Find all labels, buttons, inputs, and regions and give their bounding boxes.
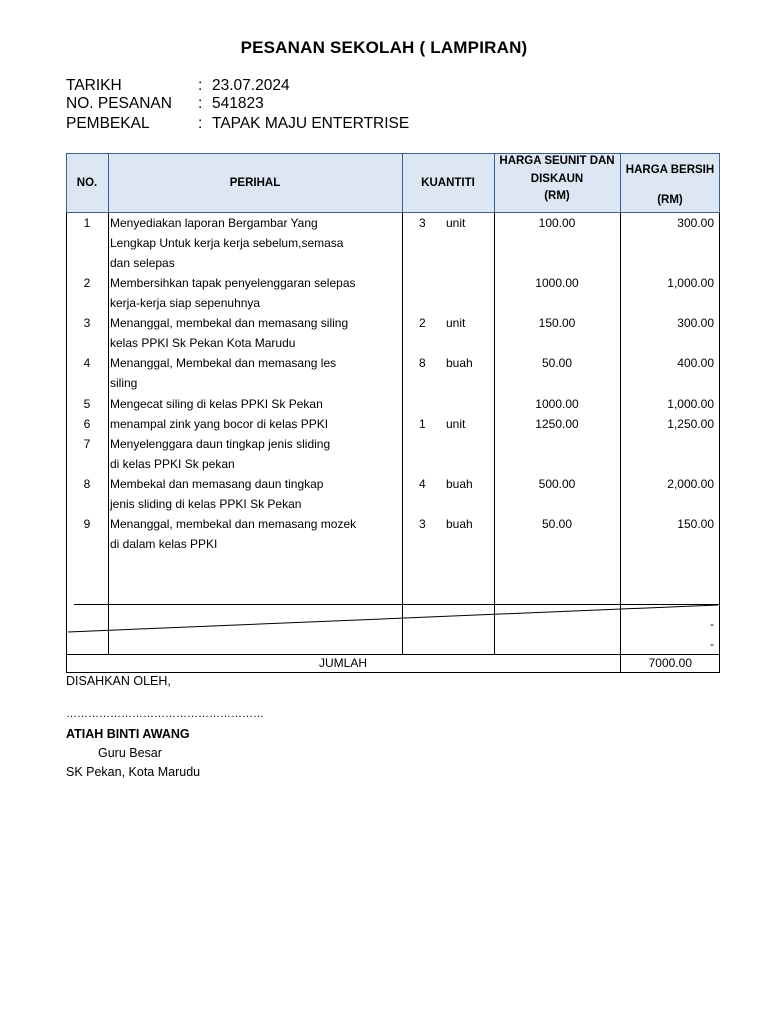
row-1-price: 100.00 bbox=[538, 216, 576, 230]
row-1-desc-line: Menyediakan laporan Bergambar Yang bbox=[110, 216, 318, 230]
disahkan-oleh: DISAHKAN OLEH, bbox=[66, 674, 171, 688]
row-2-net: 1,000.00 bbox=[667, 276, 714, 290]
header-perihal: PERIHAL bbox=[229, 177, 281, 189]
row-9-desc-line: Menanggal, membekal dan memasang mozek bbox=[110, 517, 357, 531]
row-9-desc-line: di dalam kelas PPKI bbox=[110, 537, 218, 551]
row-4-desc-line: Menanggal, Membekal dan memasang les bbox=[110, 356, 337, 370]
header-harga-bersih-2: (RM) bbox=[657, 194, 683, 206]
row-9-unit: buah bbox=[446, 517, 473, 531]
tarikh-value: 23.07.2024 bbox=[212, 77, 290, 94]
pembekal-value: TAPAK MAJU ENTERTRISE bbox=[212, 115, 410, 132]
row-9-qty: 3 bbox=[419, 517, 426, 531]
row-3-price: 150.00 bbox=[538, 316, 576, 330]
row-4-desc-line: siling bbox=[110, 376, 138, 390]
row-8-desc-line: jenis sliding di kelas PPKI Sk Pekan bbox=[110, 497, 302, 511]
row-4-unit: buah bbox=[446, 356, 473, 370]
row-1-unit: unit bbox=[446, 216, 466, 230]
row-6-net: 1,250.00 bbox=[667, 417, 714, 431]
row-5-price: 1000.00 bbox=[535, 397, 579, 411]
row-6-qty: 1 bbox=[419, 417, 426, 431]
row-7-desc-line: di kelas PPKI Sk pekan bbox=[110, 457, 235, 471]
row-3-qty: 2 bbox=[419, 316, 426, 330]
row-2-no: 2 bbox=[83, 276, 91, 290]
document-title: PESANAN SEKOLAH ( LAMPIRAN) bbox=[240, 38, 528, 57]
row-1-net: 300.00 bbox=[677, 216, 714, 230]
empty-row-dash: - bbox=[710, 637, 714, 651]
row-4-price: 50.00 bbox=[541, 356, 573, 370]
row-6-no: 6 bbox=[83, 417, 91, 431]
signatory-position: Guru Besar bbox=[98, 746, 162, 760]
row-7-desc-line: Menyelenggara daun tingkap jenis sliding bbox=[110, 437, 331, 451]
row-5-no: 5 bbox=[83, 397, 91, 411]
meta-colon: : bbox=[198, 77, 203, 94]
row-3-no: 3 bbox=[83, 316, 91, 330]
row-6-desc-line: menampal zink yang bocor di kelas PPKI bbox=[110, 417, 329, 431]
row-5-desc-line: Mengecat siling di kelas PPKI Sk Pekan bbox=[110, 397, 323, 411]
row-9-price: 50.00 bbox=[541, 517, 573, 531]
row-1-qty: 3 bbox=[419, 216, 426, 230]
row-6-price: 1250.00 bbox=[535, 417, 579, 431]
row-3-net: 300.00 bbox=[677, 316, 714, 330]
header-harga-seunit-1: HARGA SEUNIT DAN bbox=[499, 155, 615, 167]
row-3-desc-line: Menanggal, membekal dan memasang siling bbox=[110, 316, 349, 330]
no-pesanan-label: NO. PESANAN bbox=[66, 95, 172, 112]
row-2-price: 1000.00 bbox=[535, 276, 579, 290]
jumlah-label: JUMLAH bbox=[318, 656, 367, 670]
row-8-desc-line: Membekal dan memasang daun tingkap bbox=[110, 477, 324, 491]
row-8-net: 2,000.00 bbox=[667, 477, 714, 491]
row-6-unit: unit bbox=[446, 417, 466, 431]
row-2-desc-line: kerja-kerja siap sepenuhnya bbox=[110, 296, 261, 310]
row-4-no: 4 bbox=[83, 356, 91, 370]
header-harga-seunit-2: DISKAUN bbox=[530, 173, 584, 185]
signature-line: ……………………………………………… bbox=[66, 708, 264, 720]
row-1-no: 1 bbox=[83, 216, 91, 230]
meta-colon: : bbox=[198, 95, 203, 112]
row-8-unit: buah bbox=[446, 477, 473, 491]
row-3-desc-line: kelas PPKI Sk Pekan Kota Marudu bbox=[110, 336, 296, 350]
header-harga-bersih-1: HARGA BERSIH bbox=[625, 164, 715, 176]
row-8-qty: 4 bbox=[419, 477, 426, 491]
no-pesanan-value: 541823 bbox=[212, 95, 264, 112]
tarikh-label: TARIKH bbox=[66, 77, 122, 94]
row-4-net: 400.00 bbox=[677, 356, 714, 370]
row-1-desc-line: Lengkap Untuk kerja kerja sebelum,semasa bbox=[110, 236, 344, 250]
header-no: NO. bbox=[76, 177, 98, 189]
row-5-net: 1,000.00 bbox=[667, 397, 714, 411]
empty-row-dash: - bbox=[710, 617, 714, 631]
school-name: SK Pekan, Kota Marudu bbox=[66, 765, 201, 779]
pembekal-label: PEMBEKAL bbox=[66, 115, 150, 132]
meta-colon: : bbox=[198, 115, 203, 132]
row-8-no: 8 bbox=[83, 477, 91, 491]
header-kuantiti: KUANTITI bbox=[421, 177, 475, 189]
header-harga-seunit-3: (RM) bbox=[544, 190, 570, 202]
row-9-no: 9 bbox=[83, 517, 91, 531]
row-9-net: 150.00 bbox=[677, 517, 714, 531]
row-8-price: 500.00 bbox=[538, 477, 576, 491]
row-7-no: 7 bbox=[83, 437, 91, 451]
jumlah-value: 7000.00 bbox=[648, 656, 692, 670]
row-1-desc-line: dan selepas bbox=[110, 256, 175, 270]
row-2-desc-line: Membersihkan tapak penyelenggaran selepas bbox=[110, 276, 356, 290]
signatory-name: ATIAH BINTI AWANG bbox=[66, 727, 190, 741]
row-3-unit: unit bbox=[446, 316, 466, 330]
row-4-qty: 8 bbox=[419, 356, 426, 370]
